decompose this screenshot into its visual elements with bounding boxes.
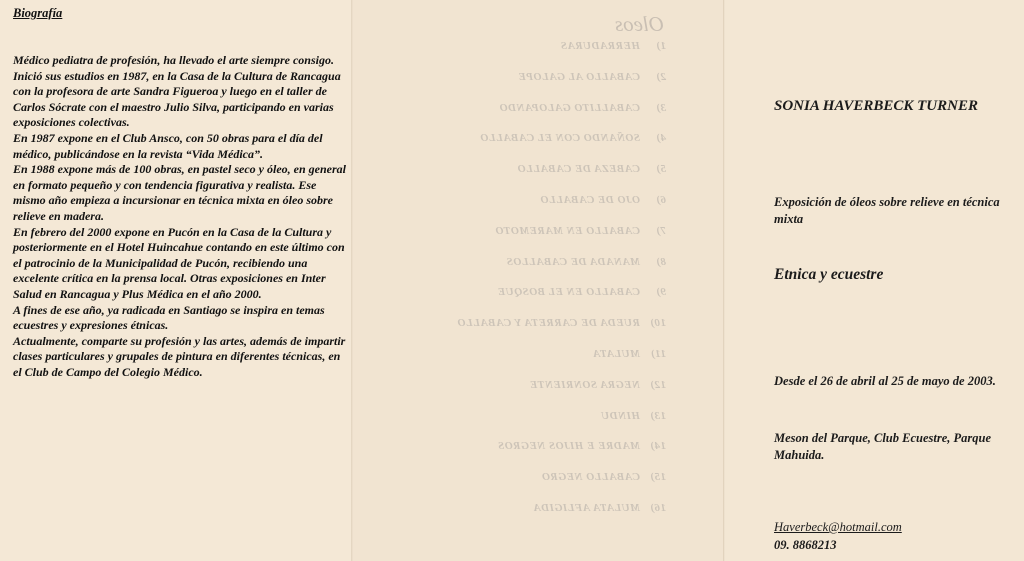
oleo-item bbox=[518, 71, 666, 83]
oleo-number: 13) bbox=[649, 409, 666, 422]
biography-paragraph: Inició sus estudios en 1987, en la Casa de la Cultura de Rancagua con la profesora de arte Sandra Figueroa y luego en el taller de Carlos Sócrate con el maestro Julio Silva, participando en varias exposiciones colectivas. bbox=[13, 68, 341, 130]
oleo-number: 16) bbox=[649, 502, 666, 514]
biography-paragraph: Médico pediatra de profesión, ha llevado el arte siempre consigo. bbox=[13, 53, 334, 67]
oleo-label: CABEZA DE CABALLO bbox=[517, 163, 640, 176]
oleo-label: CABALLO EN EL BOSQUE bbox=[497, 286, 640, 299]
exhibition-theme: Etnica y ecuestre bbox=[774, 266, 884, 283]
oleo-number: 11) bbox=[650, 348, 666, 360]
biography-text bbox=[13, 53, 350, 380]
oleos-title: Oleos bbox=[615, 12, 664, 36]
exhibition-description: Exposición de óleos sobre relieve en técnica mixta bbox=[774, 195, 1000, 226]
oleo-label: MADRE E HIJOS NEGROS bbox=[497, 440, 640, 453]
oleo-label: CABALLO AL GALOPE bbox=[518, 70, 640, 83]
oleo-label: SOÑANDO CON EL CABALLO bbox=[479, 132, 640, 145]
oleo-number: 6) bbox=[655, 194, 666, 206]
oleo-number: 7) bbox=[655, 224, 666, 237]
oleo-label: MULATA bbox=[592, 348, 640, 360]
contact-email[interactable]: Haverbeck@hotmail.com bbox=[774, 520, 902, 534]
biography-paragraph: En 1988 expone más de 100 obras, en pastel seco y óleo, en general en formato pequeño y con tendencia figurativa y realista. Ese mismo año empieza a incursionar en técnica mixta en óleo sobre relieve en madera. bbox=[13, 162, 346, 223]
oleo-number: 1) bbox=[655, 40, 666, 52]
biography-paragraph: Actualmente, comparte su profesión y las artes, además de impartir clases particulares y grupales de pintura en diferentes técnicas, en el Club de Campo del Colegio Médico. bbox=[13, 333, 346, 379]
oleo-number: 10) bbox=[649, 317, 666, 330]
oleo-label: HERRADURAS bbox=[560, 40, 640, 52]
oleo-label: RUEDA DE CARRETA Y CABALLO bbox=[457, 317, 640, 330]
oleo-label: OJO DE CABALLO bbox=[540, 194, 640, 206]
oleo-number: 4) bbox=[655, 132, 666, 145]
oleo-label: HINDU bbox=[600, 409, 640, 422]
oleo-item bbox=[601, 410, 666, 422]
exhibition-dates: Desde el 26 de abril al 25 de mayo de 2003. bbox=[774, 374, 996, 388]
oleo-number: 15) bbox=[649, 471, 666, 484]
oleo-number: 5) bbox=[655, 163, 666, 176]
oleo-item bbox=[495, 225, 666, 237]
oleo-label: CABALLITO GALOPANDO bbox=[499, 101, 640, 114]
cover-panel bbox=[724, 0, 1024, 561]
oleo-label: MULATA AFLIGIDA bbox=[532, 502, 640, 514]
oleo-item bbox=[498, 440, 666, 452]
oleo-label: MANADA DE CABALLOS bbox=[506, 255, 640, 268]
oleo-label: CABALLO NEGRO bbox=[541, 471, 640, 484]
oleo-item bbox=[497, 286, 666, 298]
biography-paragraph: A fines de ese año, ya radicada en Santiago se inspira en temas ecuestres y expresiones étnicas. bbox=[13, 302, 325, 333]
oleo-item bbox=[533, 502, 666, 514]
oleo-item bbox=[457, 317, 666, 329]
oleo-number: 2) bbox=[655, 70, 666, 83]
oleo-label: CABALLO EN MAREMOTO bbox=[495, 224, 640, 237]
oleo-item bbox=[560, 40, 666, 52]
oleo-item bbox=[540, 194, 666, 206]
contact-phone: 09. 8868213 bbox=[774, 538, 837, 552]
oleo-item bbox=[592, 348, 666, 360]
oleos-panel bbox=[352, 0, 724, 561]
biography-title: Biografía bbox=[13, 6, 63, 20]
oleo-item bbox=[480, 132, 666, 144]
fold-line bbox=[351, 0, 353, 561]
oleo-item bbox=[499, 102, 666, 114]
oleo-number: 14) bbox=[649, 440, 666, 453]
fold-line bbox=[723, 0, 725, 561]
oleo-number: 8) bbox=[655, 255, 666, 268]
oleo-number: 3) bbox=[655, 101, 666, 114]
biography-panel bbox=[0, 0, 352, 561]
artist-name: SONIA HAVERBECK TURNER bbox=[774, 98, 978, 114]
oleo-number: 9) bbox=[655, 286, 666, 299]
oleo-item bbox=[542, 471, 667, 483]
exhibition-venue: Meson del Parque, Club Ecuestre, Parque Mahuida. bbox=[774, 431, 992, 462]
biography-paragraph: En febrero del 2000 expone en Pucón en la Casa de la Cultura y posteriormente en el Hotel Huincahue contando en este último con el patrocinio de la Municipalidad de Pucón, recibiendo una excelente crítica en la prensa local. Otras exposiciones en Inter Salud en Rancagua y Plus Médica en el año 2000. bbox=[13, 224, 345, 301]
oleo-number: 12) bbox=[649, 378, 666, 391]
oleo-label: NEGRA SONRIENTE bbox=[529, 378, 640, 391]
oleo-item bbox=[529, 379, 666, 391]
oleo-item bbox=[506, 256, 666, 268]
oleo-item bbox=[517, 163, 666, 175]
oleos-bleed-through bbox=[352, 0, 724, 561]
biography-paragraph: En 1987 expone en el Club Ansco, con 50 obras para el día del médico, publicándose en la revista “Vida Médica”. bbox=[13, 130, 323, 161]
